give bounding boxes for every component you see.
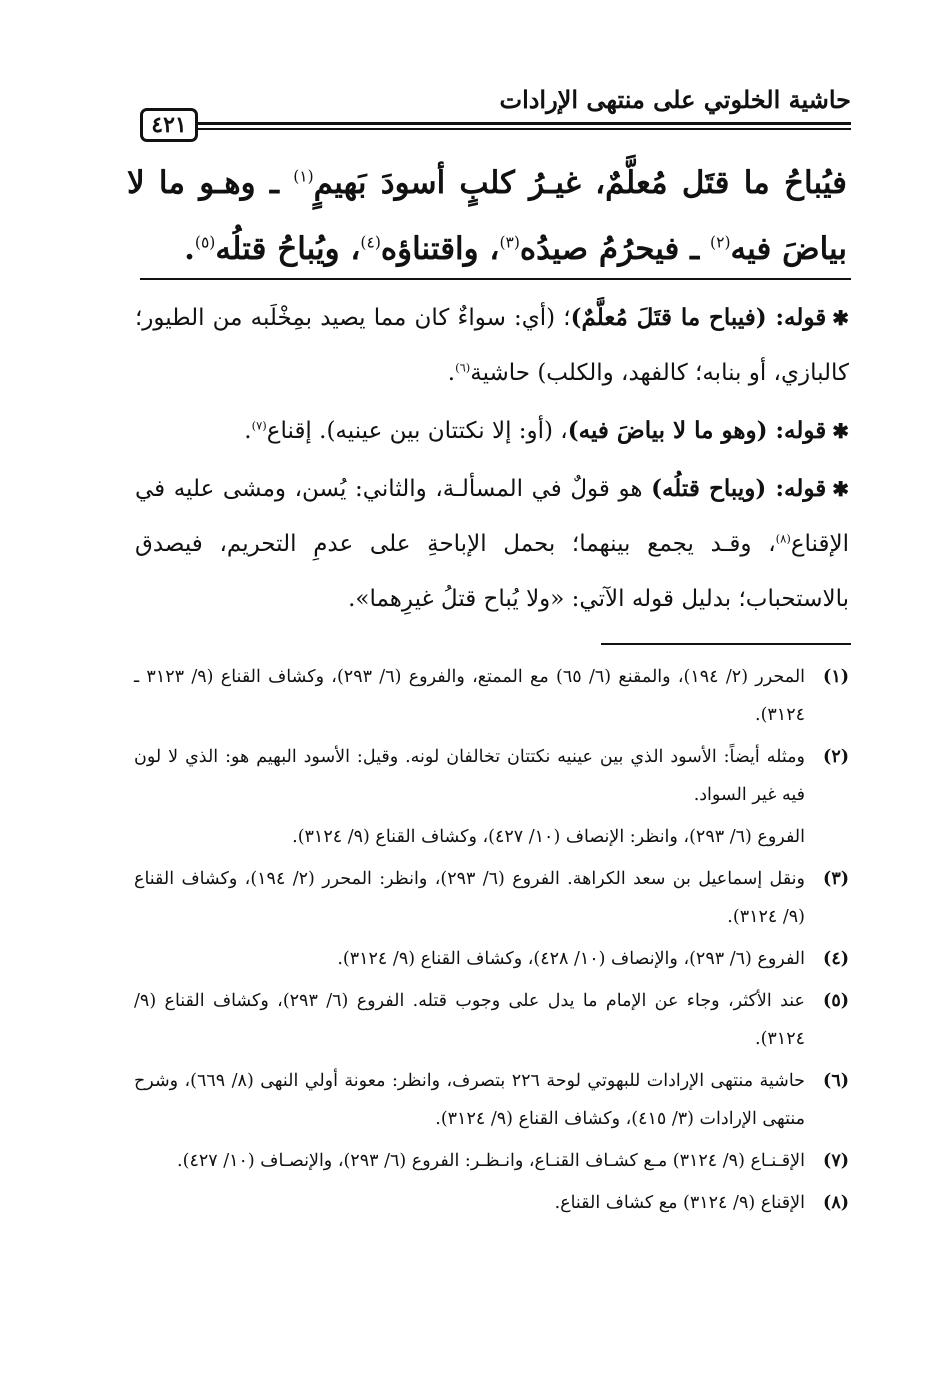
matn-segment: . <box>184 231 195 267</box>
commentary-section <box>135 290 849 629</box>
header-rule-thin <box>198 128 851 130</box>
commentary-text: ، وقـد يجمع بينهما؛ بحمل الإباحةِ على عدمِ التحريم، فيصدق بالاستحباب؛ بدليل قوله الآتي: «ولا يُباح قتلُ غيرِهما». <box>135 531 849 612</box>
main-matn-text <box>127 150 847 282</box>
commentary-paragraph-1 <box>135 290 849 401</box>
footnote-number: (١) <box>823 667 849 687</box>
footnote <box>134 860 849 936</box>
footnote-text: الإقناع (٩/ ٣١٢٤) مع كشاف القناع. <box>554 1193 805 1213</box>
asterisk-icon: ✱ <box>832 306 849 330</box>
running-header-title: حاشية الخلوتي على منتهى الإرادات <box>499 85 851 114</box>
punctuation: . <box>244 418 252 444</box>
footnote-ref-8[interactable]: (٨) <box>775 531 791 546</box>
footnote <box>134 982 849 1058</box>
commentary-text: ؛ (أي: سواءٌ كان مما يصيد بمِخْلَبه من الطيور؛ كالبازي، أو بنابه؛ كالفهد، والكلب) حاشية <box>135 305 849 386</box>
footnote-number: (٨) <box>823 1193 849 1213</box>
header-rule-thick <box>198 122 851 125</box>
page-number-box <box>140 108 198 142</box>
commentary-text: ، (أو: إلا نكتتان بين عينيه). إقناع <box>266 418 568 444</box>
footnote-ref-7[interactable]: (٧) <box>251 418 267 433</box>
commentary-text: هو قولٌ في المسألـة، والثاني: يُسن، ومشى عليه في الإقناع <box>135 476 849 557</box>
footnote-ref-3[interactable]: (٣) <box>499 233 520 252</box>
footnote <box>134 1142 849 1180</box>
footnote-text: حاشية منتهى الإرادات للبهوتي لوحة ٢٢٦ بتصرف، وانظر: معونة أولي النهى (٨/ ٦٦٩)، وشرح منتهى الإرادات (٣/ ٤١٥)، وكشاف القناع (٩/ ٣١٢٤). <box>134 1071 805 1129</box>
footnote <box>134 1184 849 1222</box>
footnote-ref-5[interactable]: (٥) <box>194 233 216 252</box>
footnote-number: (٥) <box>823 991 849 1011</box>
footnote-ref-2[interactable]: (٢) <box>710 233 731 252</box>
page-number: ٤٢١ <box>151 112 187 138</box>
footnote-text: ونقل إسماعيل بن سعد الكراهة. الفروع (٦/ ٢٩٣)، وانظر: المحرر (٢/ ١٩٤)، وكشاف القناع (٩/ ٣١٢٤). <box>134 869 805 927</box>
footnote-number: (٧) <box>823 1151 849 1171</box>
footnote-text: الفروع (٦/ ٢٩٣)، والإنصاف (١٠/ ٤٢٨)، وكشاف القناع (٩/ ٣١٢٤). <box>337 949 805 969</box>
commentary-paragraph-2 <box>135 403 849 459</box>
matn-segment: ـ فيحرُمُ صيدُه <box>519 231 711 267</box>
commentary-lemma: قوله: (فيباح ما قتَلَ مُعلَّمٌ) <box>570 304 827 331</box>
commentary-lemma: قوله: (ويباح قتلُه) <box>651 475 827 502</box>
matn-segment: ، واقتناؤه <box>380 231 500 267</box>
matn-segment: ـ وهـو ما لا بياضَ فيه <box>127 165 847 267</box>
footnote-ref-1[interactable]: (١) <box>293 167 314 186</box>
footnote-number: (٢) <box>823 747 849 767</box>
footnote <box>134 940 849 978</box>
asterisk-icon: ✱ <box>832 477 849 501</box>
matn-segment: فيُباحُ ما قتَل مُعلَّمٌ، غيـرُ كلبٍ أسودَ بَهيمٍ <box>313 165 847 201</box>
footnote <box>134 738 849 814</box>
footnote-text: ومثله أيضاً: الأسود الذي بين عينيه نكتتان تخالفان لونه. وقيل: الأسود البهيم هو: الذي لا لون فيه غير السواد. <box>134 747 805 805</box>
footnote-text: المحرر (٢/ ١٩٤)، والمقنع (٦/ ٦٥) مع الممتع، والفروع (٦/ ٢٩٣)، وكشاف القناع (٩/ ٣١٢٣ ـ ٣١٢٤). <box>134 667 806 725</box>
footnote-text: الإقـنـاع (٩/ ٣١٢٤) مـع كشـاف القنـاع، وانـظـر: الفروع (٦/ ٢٩٣)، والإنصـاف (١٠/ ٤٢٧). <box>177 1151 805 1171</box>
matn-separator-rule <box>140 278 851 280</box>
matn-segment: ، ويُباحُ قتلُه <box>215 231 361 267</box>
footnotes-section <box>134 658 849 1226</box>
commentary-paragraph-3 <box>135 461 849 627</box>
punctuation: . <box>447 360 456 386</box>
footnote-separator-rule <box>601 643 851 645</box>
footnote <box>134 658 849 734</box>
footnote-number: (٣) <box>823 869 849 889</box>
footnote-number: (٦) <box>823 1071 849 1091</box>
footnote-ref-6[interactable]: (٦) <box>455 360 471 375</box>
footnote-continuation: الفروع (٦/ ٢٩٣)، وانظر: الإنصاف (١٠/ ٤٢٧)، وكشاف القناع (٩/ ٣١٢٤). <box>292 827 805 847</box>
footnote-text: عند الأكثر، وجاء عن الإمام ما يدل على وجوب قتله. الفروع (٦/ ٢٩٣)، وكشاف القناع (٩/ ٣١٢٤). <box>134 991 805 1049</box>
footnote-ref-4[interactable]: (٤) <box>360 233 381 252</box>
commentary-lemma: قوله: (وهو ما لا بياضَ فيه) <box>567 417 827 444</box>
asterisk-icon: ✱ <box>832 419 849 443</box>
footnote <box>134 1062 849 1138</box>
footnote-number: (٤) <box>823 949 849 969</box>
